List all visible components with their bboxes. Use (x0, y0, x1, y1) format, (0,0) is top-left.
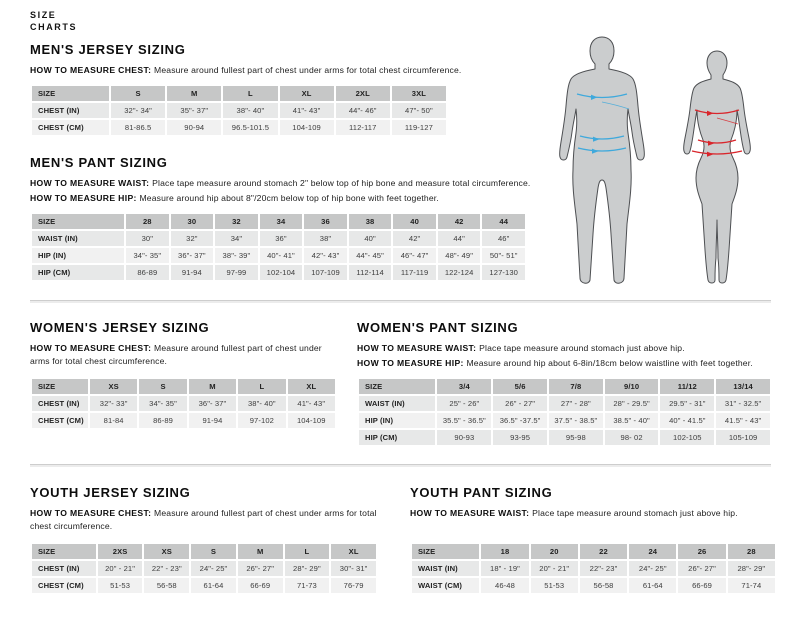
size-label-header: SIZE (411, 543, 480, 560)
section-heading: YOUTH PANT SIZING (410, 485, 553, 500)
size-value-cell: 81-84 (89, 412, 138, 429)
size-column-header: XL (279, 85, 335, 102)
size-column-header: 22 (579, 543, 628, 560)
size-value-cell: 97-102 (237, 412, 286, 429)
size-column-header: 26 (677, 543, 726, 560)
size-value-cell: 40"- 41" (259, 247, 304, 264)
table-row (358, 412, 771, 429)
size-column-header: M (166, 85, 222, 102)
size-column-header: 44 (481, 213, 526, 230)
size-value-cell: 36"- 37" (188, 395, 237, 412)
size-value-cell: 35"- 37" (166, 102, 222, 119)
table-row (31, 102, 447, 119)
row-label: WAIST (CM) (411, 577, 480, 594)
size-value-cell: 71-74 (727, 577, 776, 594)
size-column-header: 20 (530, 543, 579, 560)
size-column-header: 28 (727, 543, 776, 560)
section-heading: YOUTH JERSEY SIZING (30, 485, 191, 500)
size-value-cell: 36"- 37" (170, 247, 215, 264)
table-header-row (411, 543, 776, 560)
size-value-cell: 37.5" - 38.5" (548, 412, 604, 429)
size-value-cell: 42" (392, 230, 437, 247)
size-label-header: SIZE (31, 543, 97, 560)
section-heading: MEN'S PANT SIZING (30, 155, 168, 170)
size-value-cell: 93-95 (492, 429, 548, 446)
size-value-cell: 38" (303, 230, 348, 247)
size-value-cell: 36" (259, 230, 304, 247)
size-value-cell: 102-104 (259, 264, 304, 281)
size-value-cell: 38.5" - 40" (604, 412, 660, 429)
table-header-row (358, 378, 771, 395)
size-value-cell: 26"- 27" (677, 560, 726, 577)
size-column-header: 2XS (97, 543, 144, 560)
size-value-cell: 50"- 51" (481, 247, 526, 264)
table-header-row (31, 213, 526, 230)
measure-instruction-label: HOW TO MEASURE HIP: (357, 357, 467, 368)
size-value-cell: 36.5" -37.5" (492, 412, 548, 429)
measure-instructions (30, 64, 460, 77)
size-value-cell: 96.5-101.5 (222, 119, 278, 136)
size-value-cell: 28"- 29" (284, 560, 331, 577)
youth-jersey-size-table (30, 542, 378, 595)
table-header-row (31, 85, 447, 102)
measure-instruction-label: HOW TO MEASURE WAIST: (30, 178, 153, 188)
mens-pant-size-table (30, 212, 527, 282)
size-value-cell: 44" (437, 230, 482, 247)
measure-instruction: HOW TO MEASURE WAIST: Place tape measure around stomach 2" below top of hip bone and measure total circumference. (30, 178, 531, 188)
size-label-header: SIZE (31, 85, 110, 102)
size-column-header: L (284, 543, 331, 560)
size-column-header: 32 (214, 213, 259, 230)
size-value-cell: 40" - 41.5" (659, 412, 715, 429)
size-column-header: 13/14 (715, 378, 771, 395)
size-value-cell: 95-98 (548, 429, 604, 446)
measure-instructions (30, 177, 535, 205)
size-value-cell: 25" - 26" (436, 395, 492, 412)
page-title (30, 9, 77, 33)
measure-instruction: HOW TO MEASURE HIP: Measure around hip about 8"/20cm below top of hip bone with feet together. (30, 192, 439, 203)
size-value-cell: 26"- 27" (237, 560, 284, 577)
size-column-header: 36 (303, 213, 348, 230)
size-value-cell: 41"- 43" (279, 102, 335, 119)
measurement-figures (532, 30, 782, 296)
size-value-cell: 122-124 (437, 264, 482, 281)
size-value-cell: 28" - 29.5" (604, 395, 660, 412)
size-column-header: XS (143, 543, 190, 560)
size-column-header: 40 (392, 213, 437, 230)
size-column-header: XS (89, 378, 138, 395)
section-womens-jersey (30, 320, 337, 430)
size-column-header: L (222, 85, 278, 102)
size-value-cell: 41.5" - 43" (715, 412, 771, 429)
measure-instructions (30, 507, 378, 535)
row-label: CHEST (CM) (31, 412, 89, 429)
section-youth-pant (410, 485, 777, 595)
male-body-silhouette (560, 37, 645, 283)
size-column-header: 5/6 (492, 378, 548, 395)
youth-pant-size-table (410, 542, 777, 595)
measure-instruction: HOW TO MEASURE WAIST: Place tape measure around stomach just above hip. (410, 508, 738, 518)
measure-instruction-label: HOW TO MEASURE WAIST: (410, 508, 533, 518)
size-value-cell: 30"- 31" (330, 560, 377, 577)
measure-instruction: HOW TO MEASURE CHEST: Measure around fullest part of chest under arms for total chest circumference. (30, 65, 462, 75)
size-value-cell: 102-105 (659, 429, 715, 446)
size-value-cell: 32"- 34" (110, 102, 166, 119)
size-value-cell: 26" - 27" (492, 395, 548, 412)
size-column-header: 9/10 (604, 378, 660, 395)
size-value-cell: 31" - 32.5" (715, 395, 771, 412)
size-value-cell: 104-109 (279, 119, 335, 136)
size-value-cell: 32"- 33" (89, 395, 138, 412)
size-column-header: 42 (437, 213, 482, 230)
page-title-line1: SIZE (30, 10, 57, 20)
womens-pant-size-table (357, 377, 772, 447)
size-column-header: 38 (348, 213, 393, 230)
womens-jersey-size-table (30, 377, 337, 430)
size-value-cell: 34" (214, 230, 259, 247)
row-label: WAIST (IN) (358, 395, 436, 412)
size-value-cell: 44"- 46" (335, 102, 391, 119)
mens-jersey-size-table (30, 84, 448, 137)
size-column-header: M (188, 378, 237, 395)
size-value-cell: 30" (125, 230, 170, 247)
row-label: WAIST (IN) (411, 560, 480, 577)
size-value-cell: 48"- 49" (437, 247, 482, 264)
size-value-cell: 47"- 50" (391, 102, 447, 119)
measure-instructions (410, 507, 777, 535)
size-column-header: 2XL (335, 85, 391, 102)
size-value-cell: 20" - 21" (97, 560, 144, 577)
measure-instruction: HOW TO MEASURE WAIST: Place tape measure around stomach just above hip. (357, 343, 685, 353)
size-value-cell: 71-73 (284, 577, 331, 594)
table-row (31, 264, 526, 281)
measure-instruction: HOW TO MEASURE HIP: Measure around hip about 6-8in/18cm below waistline with feet together. (357, 357, 753, 368)
row-label: HIP (CM) (358, 429, 436, 446)
size-value-cell: 46-48 (480, 577, 529, 594)
size-value-cell: 91-94 (188, 412, 237, 429)
size-value-cell: 117-119 (392, 264, 437, 281)
table-row (411, 577, 776, 594)
row-label: HIP (IN) (31, 247, 125, 264)
size-column-header: M (237, 543, 284, 560)
size-value-cell: 27" - 28" (548, 395, 604, 412)
row-label: HIP (CM) (31, 264, 125, 281)
size-column-header: S (190, 543, 237, 560)
table-row (31, 395, 336, 412)
size-value-cell: 97-99 (214, 264, 259, 281)
section-mens-jersey (30, 42, 460, 137)
size-value-cell: 22" - 23" (143, 560, 190, 577)
size-value-cell: 38"- 40" (222, 102, 278, 119)
section-divider (30, 300, 771, 303)
size-value-cell: 28"- 29" (727, 560, 776, 577)
measure-instruction: HOW TO MEASURE CHEST: Measure around fullest part of chest under arms for total chest circumference. (30, 508, 377, 531)
size-column-header: XL (330, 543, 377, 560)
measure-instruction-label: HOW TO MEASURE CHEST: (30, 508, 155, 518)
table-row (31, 247, 526, 264)
measure-instruction-label: HOW TO MEASURE CHEST: (30, 343, 155, 353)
size-column-header: XL (287, 378, 336, 395)
table-header-row (31, 543, 377, 560)
size-value-cell: 91-94 (170, 264, 215, 281)
table-row (358, 395, 771, 412)
size-value-cell: 35.5" - 36.5" (436, 412, 492, 429)
size-value-cell: 76-79 (330, 577, 377, 594)
size-value-cell: 40" (348, 230, 393, 247)
row-label: HIP (IN) (358, 412, 436, 429)
size-value-cell: 127-130 (481, 264, 526, 281)
size-column-header: S (110, 85, 166, 102)
size-value-cell: 90-93 (436, 429, 492, 446)
size-value-cell: 112-114 (348, 264, 393, 281)
size-column-header: 11/12 (659, 378, 715, 395)
section-divider (30, 464, 771, 467)
size-value-cell: 51-53 (97, 577, 144, 594)
section-heading: MEN'S JERSEY SIZING (30, 42, 186, 57)
size-value-cell: 56-58 (579, 577, 628, 594)
section-womens-pant (357, 320, 772, 447)
table-row (411, 560, 776, 577)
size-column-header: 18 (480, 543, 529, 560)
row-label: CHEST (CM) (31, 577, 97, 594)
size-column-header: 3/4 (436, 378, 492, 395)
table-row (31, 577, 377, 594)
section-mens-pant (30, 155, 535, 282)
size-value-cell: 20" - 21" (530, 560, 579, 577)
size-value-cell: 56-58 (143, 577, 190, 594)
table-row (31, 412, 336, 429)
row-label: CHEST (IN) (31, 560, 97, 577)
size-value-cell: 104-109 (287, 412, 336, 429)
measure-instruction-label: HOW TO MEASURE HIP: (30, 192, 140, 203)
size-value-cell: 22"- 23" (579, 560, 628, 577)
size-value-cell: 119-127 (391, 119, 447, 136)
size-value-cell: 18" - 19" (480, 560, 529, 577)
size-value-cell: 86-89 (125, 264, 170, 281)
size-column-header: 34 (259, 213, 304, 230)
measure-instruction-label: HOW TO MEASURE WAIST: (357, 343, 480, 353)
table-row (31, 560, 377, 577)
size-value-cell: 24"- 25" (628, 560, 677, 577)
size-value-cell: 42"- 43" (303, 247, 348, 264)
size-value-cell: 38"- 40" (237, 395, 286, 412)
size-value-cell: 81-86.5 (110, 119, 166, 136)
size-value-cell: 34"- 35" (138, 395, 187, 412)
section-heading: WOMEN'S JERSEY SIZING (30, 320, 210, 335)
measure-instruction: HOW TO MEASURE CHEST: Measure around fullest part of chest under arms for total chest circumference. (30, 343, 322, 366)
female-body-silhouette (684, 51, 751, 283)
size-value-cell: 90-94 (166, 119, 222, 136)
size-column-header: L (237, 378, 286, 395)
size-value-cell: 46" (481, 230, 526, 247)
size-column-header: 28 (125, 213, 170, 230)
measure-instructions (357, 342, 772, 370)
size-value-cell: 105-109 (715, 429, 771, 446)
row-label: CHEST (IN) (31, 395, 89, 412)
size-value-cell: 107-109 (303, 264, 348, 281)
size-label-header: SIZE (31, 213, 125, 230)
size-value-cell: 112-117 (335, 119, 391, 136)
table-row (31, 230, 526, 247)
size-column-header: S (138, 378, 187, 395)
row-label: CHEST (IN) (31, 102, 110, 119)
size-value-cell: 32" (170, 230, 215, 247)
page-title-line2: CHARTS (30, 22, 78, 33)
size-label-header: SIZE (31, 378, 89, 395)
table-row (31, 119, 447, 136)
size-value-cell: 46"- 47" (392, 247, 437, 264)
size-value-cell: 29.5" - 31" (659, 395, 715, 412)
size-value-cell: 34"- 35" (125, 247, 170, 264)
row-label: WAIST (IN) (31, 230, 125, 247)
size-value-cell: 41"- 43" (287, 395, 336, 412)
size-value-cell: 38"- 39" (214, 247, 259, 264)
size-column-header: 24 (628, 543, 677, 560)
section-heading: WOMEN'S PANT SIZING (357, 320, 519, 335)
size-value-cell: 44"- 45" (348, 247, 393, 264)
size-value-cell: 61-64 (628, 577, 677, 594)
size-value-cell: 98- 02 (604, 429, 660, 446)
measure-instruction-label: HOW TO MEASURE CHEST: (30, 65, 155, 75)
section-youth-jersey (30, 485, 378, 595)
size-label-header: SIZE (358, 378, 436, 395)
size-value-cell: 66-69 (677, 577, 726, 594)
row-label: CHEST (CM) (31, 119, 110, 136)
size-value-cell: 86-89 (138, 412, 187, 429)
size-value-cell: 24"- 25" (190, 560, 237, 577)
size-value-cell: 61-64 (190, 577, 237, 594)
measure-instructions (30, 342, 337, 370)
size-column-header: 3XL (391, 85, 447, 102)
size-column-header: 30 (170, 213, 215, 230)
size-column-header: 7/8 (548, 378, 604, 395)
table-header-row (31, 378, 336, 395)
table-row (358, 429, 771, 446)
size-value-cell: 51-53 (530, 577, 579, 594)
size-value-cell: 66-69 (237, 577, 284, 594)
